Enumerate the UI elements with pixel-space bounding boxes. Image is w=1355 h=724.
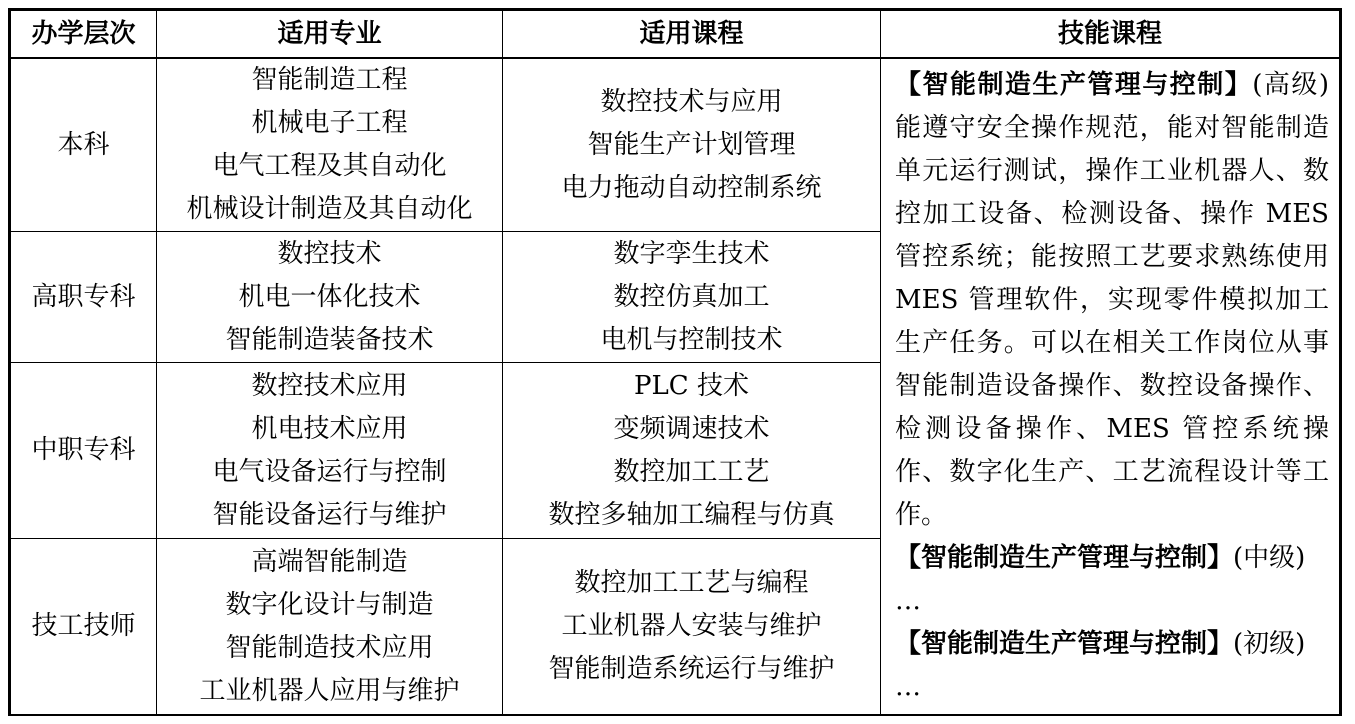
header-skills: 技能课程: [881, 11, 1340, 59]
skill-basic: [895, 623, 1329, 666]
skill-level: (中级): [1233, 543, 1306, 573]
major-item: 机电一体化技术: [238, 281, 421, 312]
course-item: 电力拖动自动控制系统: [561, 172, 822, 203]
major-item: 机电技术应用: [251, 413, 408, 444]
skill-desc: 能遵守安全操作规范，能对智能制造单元运行测试，操作工业机器人、数控加工设备、检测设备、操作 MES 管控系统；能按照工艺要求熟练使用 MES 管理软件，实现零件模拟加工生产任务。可以在相关工作岗位从事智能制造设备操作、数控设备操作、检测设备操作、MES 管控系统操作、数字化生产、工艺流程设计等工作。: [895, 113, 1329, 530]
skill-title: 【智能制造生产管理与控制】: [895, 629, 1234, 659]
majors-cell: [157, 232, 503, 363]
level-cell: 本科: [11, 58, 157, 232]
major-item: 智能制造装备技术: [225, 324, 434, 355]
course-item: 电机与控制技术: [600, 324, 783, 355]
skill-title: 【智能制造生产管理与控制】: [895, 70, 1253, 100]
courses-cell: [503, 363, 881, 539]
major-item: 数控技术应用: [251, 370, 408, 401]
level-cell: 技工技师: [11, 539, 157, 715]
major-item: 工业机器人应用与维护: [199, 675, 460, 706]
curriculum-table: [10, 10, 1340, 715]
skill-level: (初级): [1233, 629, 1306, 659]
major-item: 智能制造技术应用: [225, 632, 434, 663]
courses-cell: [503, 58, 881, 232]
major-item: 高端智能制造: [251, 546, 408, 577]
courses-cell: [503, 232, 881, 363]
level-cell: 中职专科: [11, 363, 157, 539]
header-row: [11, 11, 1340, 59]
course-item: 数控加工工艺: [613, 456, 770, 487]
header-level: 办学层次: [11, 11, 157, 59]
majors-cell: [157, 539, 503, 715]
major-item: 电气工程及其自动化: [212, 151, 447, 181]
majors-cell: [157, 363, 503, 539]
level-cell: 高职专科: [11, 232, 157, 363]
courses-cell: [503, 539, 881, 715]
skill-level: (高级): [1252, 70, 1329, 100]
majors-cell: [157, 58, 503, 232]
course-item: 数控加工工艺与编程: [574, 568, 809, 598]
skill-intermediate-desc: …: [895, 586, 921, 616]
skill-advanced: [895, 64, 1329, 537]
course-item: 数字孪生技术: [613, 238, 770, 269]
skill-intermediate: [895, 537, 1329, 580]
major-item: 机械电子工程: [251, 108, 408, 138]
table-row-undergraduate: [11, 58, 1340, 232]
major-item: 数字化设计与制造: [225, 589, 434, 620]
course-item: 数控仿真加工: [613, 281, 770, 312]
header-majors: 适用专业: [157, 11, 503, 59]
curriculum-table-frame: [8, 8, 1342, 716]
course-item: 数控多轴加工编程与仿真: [548, 499, 835, 530]
header-courses: 适用课程: [503, 11, 881, 59]
skill-title: 【智能制造生产管理与控制】: [895, 543, 1234, 573]
course-item: 变频调速技术: [613, 413, 770, 444]
major-item: 数控技术: [277, 238, 382, 269]
major-item: 机械设计制造及其自动化: [186, 194, 473, 224]
major-item: 智能设备运行与维护: [212, 499, 447, 530]
course-item: PLC 技术: [634, 370, 749, 401]
skill-basic-desc: …: [895, 672, 921, 702]
course-item: 工业机器人安装与维护: [561, 611, 822, 641]
course-item: 智能生产计划管理: [587, 129, 796, 160]
major-item: 智能制造工程: [251, 65, 408, 95]
skills-cell: [881, 58, 1340, 715]
course-item: 智能制造系统运行与维护: [548, 654, 835, 684]
course-item: 数控技术与应用: [600, 86, 783, 117]
major-item: 电气设备运行与控制: [212, 456, 447, 487]
